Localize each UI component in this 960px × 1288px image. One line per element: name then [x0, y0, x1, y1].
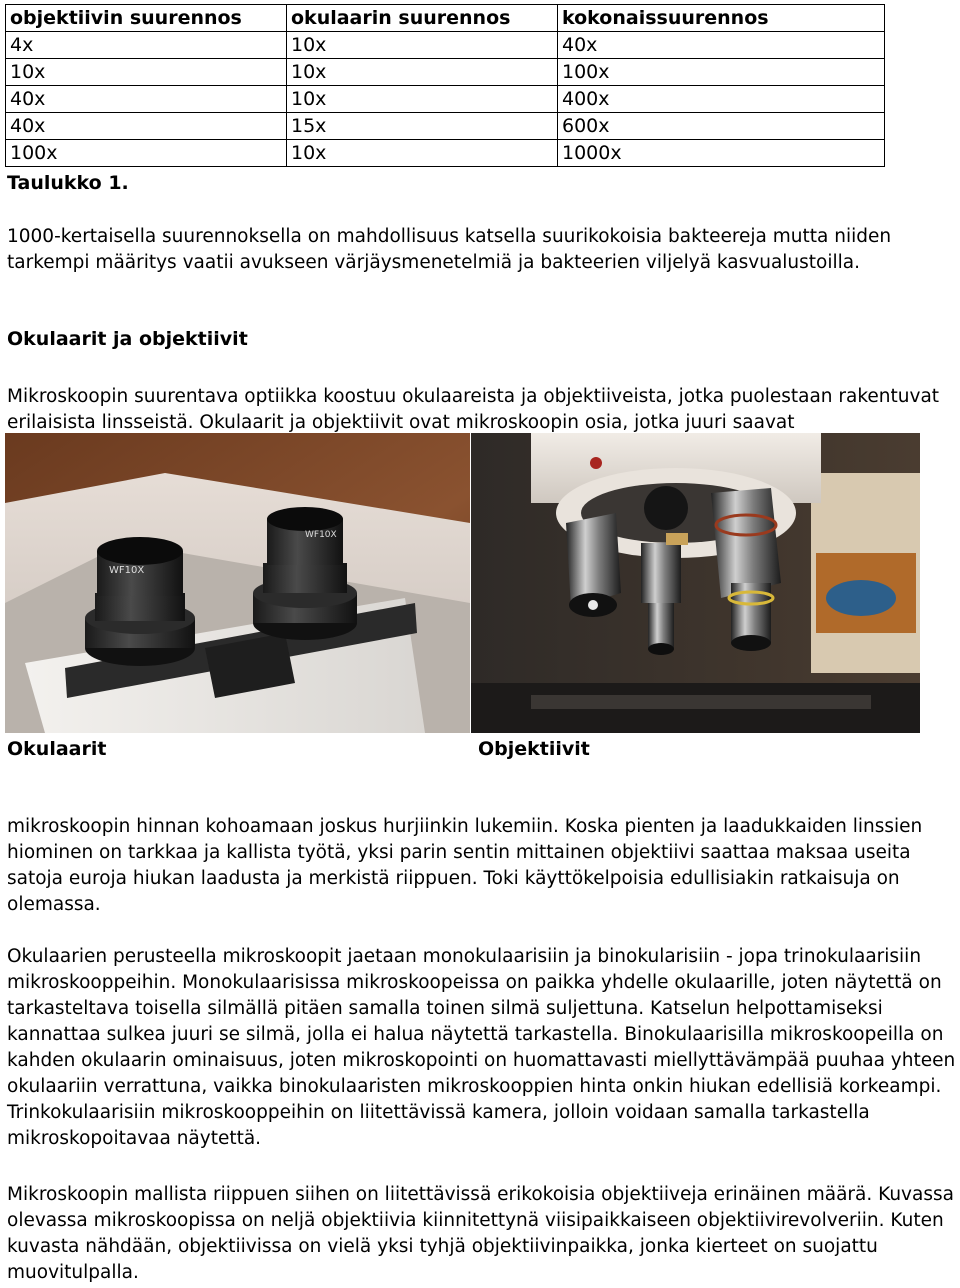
table-header-cell: okulaarin suurennos [287, 5, 558, 32]
table-cell: 10x [287, 59, 558, 86]
objectives-paragraph: Mikroskoopin mallista riippuen siihen on liitettävissä erikokoisia objektiiveja erinäinen määrä. Kuvassa olevassa mikroskoopissa on neljä objektiivia kiinnitettynä viisipaikkaiseen objektiivirevolveriin. Kuten kuvasta nähdään, objektiivissa on vielä yksi tyhjä objektiivinpaikka, jonka kierteet on suojattu muovitulpalla. [7, 1184, 954, 1283]
table-cell: 10x [287, 32, 558, 59]
intro-paragraph: 1000-kertaisella suurennoksella on mahdollisuus katsella suurikokoisia bakteereja mutta niiden tarkempi määritys vaatii avukseen värjäysmenetelmiä ja bakteerien viljelyä kasvualustoilla. [7, 226, 892, 273]
table-cell: 10x [287, 140, 558, 167]
table-cell: 40x [6, 86, 287, 113]
table-cell: 40x [6, 113, 287, 140]
table-row [6, 59, 885, 86]
table-caption: Taulukko 1. [7, 172, 129, 194]
objectives-caption: Objektiivit [478, 738, 590, 760]
table-row [6, 140, 885, 167]
eyepieces-paragraph: Okulaarien perusteella mikroskoopit jaetaan monokulaarisiin ja binokularisiin - jopa trinokulaarisiin mikroskooppeihin. Monokulaarisissa mikroskoopeissa on paikka yhdelle okulaarille, joten näytettä on tarkasteltava toisella silmällä pitäen samalla toinen silmä suljettuna. Katselun helpottamiseksi kannattaa sulkea juuri se silmä, jolla ei halua näytettä tarkastella. Binokulaarisilla mikroskoopeilla on kahden okulaarin ominaisuus, joten mikroskopointi on huomattavasti miellyttävämpää puuhaa yhteen okulaariin verrattuna, vaikka binokulaaristen mikroskooppien hinta onkin hiukan edellisiä korkeampi. Trinkokulaarisiin mikroskooppeihin on liitettävissä kamera, jolloin voidaan samalla tarkastella mikroskopoitavaa näytettä. [7, 946, 956, 1149]
cost-paragraph: mikroskoopin hinnan kohoamaan joskus hurjiinkin lukemiin. Koska pienten ja laadukkaiden linssien hiominen on tarkkaa ja kallista työtä, yksi parin sentin mittainen objektiivi saattaa maksaa useita satoja euroja hiukan laadusta ja merkistä riippuen. Toki käyttökelpoisia edullisiakin ratkaisuja on olemassa. [7, 816, 923, 915]
eyepiece-label: WF10X [305, 530, 337, 540]
table-header-cell: kokonaissuurennos [558, 5, 885, 32]
table-cell: 100x [558, 59, 885, 86]
table-cell: 600x [558, 113, 885, 140]
table-cell: 400x [558, 86, 885, 113]
table-cell: 10x [6, 59, 287, 86]
table-cell: 1000x [558, 140, 885, 167]
eyepiece-label: WF10X [109, 565, 145, 576]
table-cell: 40x [558, 32, 885, 59]
section-heading: Okulaarit ja objektiivit [7, 328, 248, 350]
objectives-photo [471, 433, 920, 733]
optics-paragraph: Mikroskoopin suurentava optiikka koostuu okulaareista ja objektiiveista, jotka puolestaan rakentuvat erilaisista linsseistä. Okulaarit ja objektiivit ovat mikroskoopin osia, jotka juuri saavat [7, 386, 940, 433]
eyepieces-caption: Okulaarit [7, 738, 107, 760]
table-row [6, 113, 885, 140]
table-cell: 10x [287, 86, 558, 113]
table-cell: 100x [6, 140, 287, 167]
table-row [6, 32, 885, 59]
table-header-cell: objektiivin suurennos [6, 5, 287, 32]
table-header-row [6, 5, 885, 32]
table-cell: 4x [6, 32, 287, 59]
magnification-table [5, 4, 885, 167]
table-row [6, 86, 885, 113]
table-cell: 15x [287, 113, 558, 140]
eyepieces-photo [5, 433, 470, 733]
